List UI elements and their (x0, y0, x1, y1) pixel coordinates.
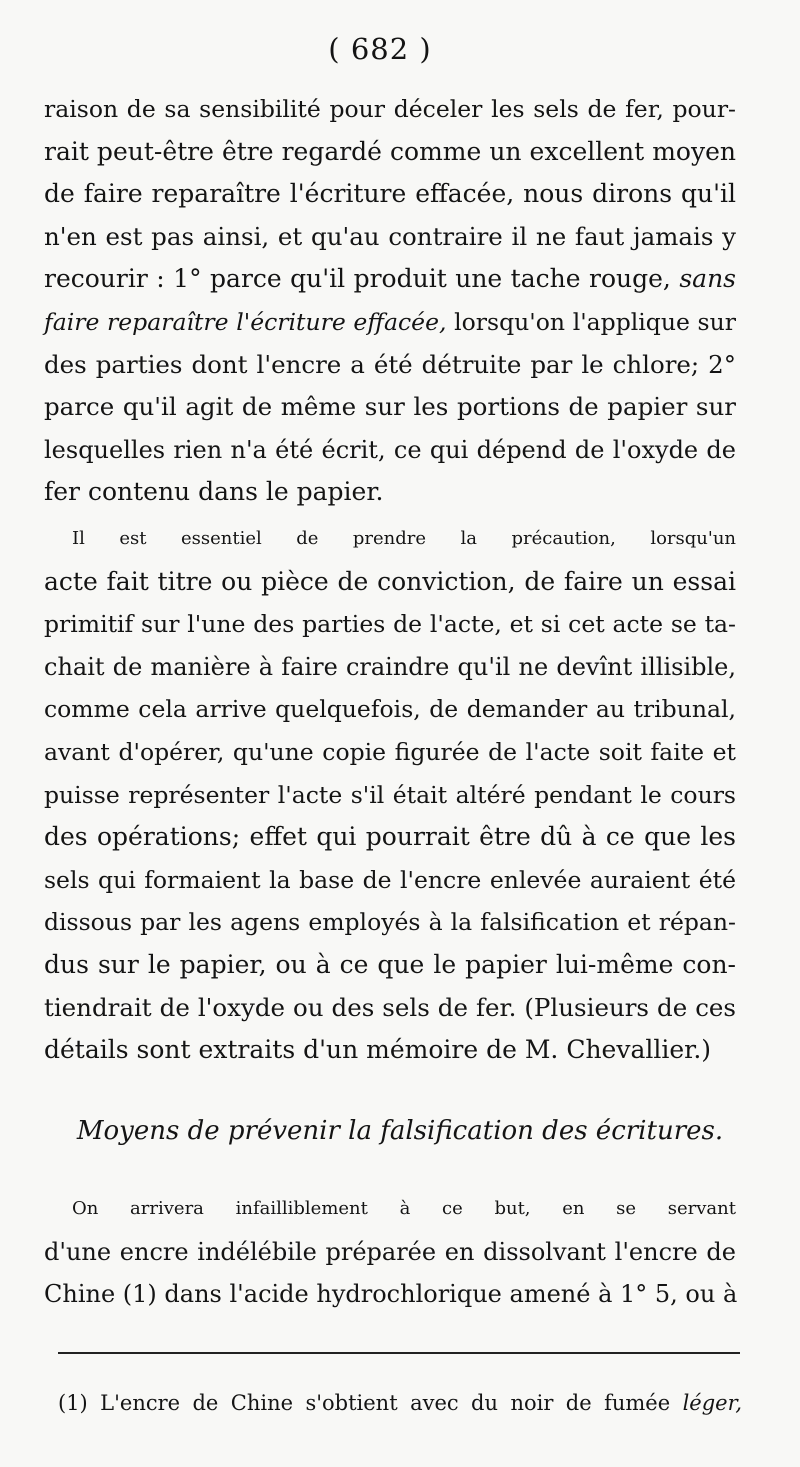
text-line: dissous par les agens employés à la falsification et répan- (44, 908, 736, 937)
italic-text: sans (679, 264, 737, 294)
text-line: puisse représenter l'acte s'il était altéré pendant le cours (44, 780, 736, 809)
section-heading: Moyens de prévenir la falsification des écritures. (76, 1116, 724, 1146)
text-line: des opérations; effet qui pourrait être dû à ce que les (44, 822, 736, 852)
text-line: comme cela arrive quelquefois, de demander au tribunal, (44, 695, 736, 724)
paragraph-2 (44, 518, 736, 1072)
text-line: dus sur le papier, ou à ce que le papier lui-même con- (44, 949, 736, 979)
text-line: avant d'opérer, qu'une copie figurée de l'acte soit faite et (44, 737, 736, 766)
footnote-text: (1) L'encre de Chine s'obtient avec du noir de fumée (58, 1391, 671, 1415)
text-line: fer contenu dans le papier. (44, 477, 384, 507)
text-line: détails sont extraits d'un mémoire de M. Chevallier.) (44, 1035, 712, 1065)
text-line: Chine (1) dans l'acide hydrochlorique amené à 1° 5, ou à (44, 1280, 738, 1309)
text-line: Il est essentiel de prendre la précaution, lorsqu'un (72, 528, 736, 549)
text-line: acte fait titre ou pièce de conviction, de faire un essai (44, 566, 736, 596)
footnote-italic: léger, (682, 1391, 742, 1415)
text-line: sels qui formaient la base de l'encre enlevée auraient été (44, 865, 736, 894)
footnote (58, 1388, 742, 1418)
text-line: n'en est pas ainsi, et qu'au contraire il ne faut jamais y (44, 221, 736, 251)
text-line (44, 301, 736, 344)
text-line: On arrivera infailliblement à ce but, en se servant (72, 1198, 736, 1219)
text-line: chait de manière à faire craindre qu'il ne devînt illisible, (44, 652, 736, 681)
text-line: rait peut-être être regardé comme un excellent moyen (44, 136, 736, 166)
footnote-divider (58, 1352, 740, 1354)
text-segment: lorsqu'on l'applique sur (454, 307, 736, 336)
italic-text: faire reparaître l'écriture effacée, (44, 307, 447, 336)
text-line: parce qu'il agit de même sur les portions de papier sur (44, 392, 736, 422)
text-line: raison de sa sensibilité pour déceler les sels de fer, pour- (44, 95, 736, 123)
paragraph-1 (44, 88, 736, 514)
paragraph-3 (44, 1188, 736, 1316)
text-line: de faire reparaître l'écriture effacée, nous dirons qu'il (44, 179, 736, 209)
text-segment: recourir : 1° parce qu'il produit une tache rouge, (44, 264, 671, 294)
text-line: lesquelles rien n'a été écrit, ce qui dépend de l'oxyde de (44, 435, 736, 464)
text-line: des parties dont l'encre a été détruite par le chlore; 2° (44, 349, 736, 379)
text-line: d'une encre indélébile préparée en dissolvant l'encre de (44, 1237, 736, 1266)
text-line: tiendrait de l'oxyde ou des sels de fer. (Plusieurs de ces (44, 992, 736, 1022)
text-line (44, 258, 736, 301)
page-number: ( 682 ) (328, 32, 432, 66)
text-line: primitif sur l'une des parties de l'acte, et si cet acte se ta- (44, 610, 736, 639)
